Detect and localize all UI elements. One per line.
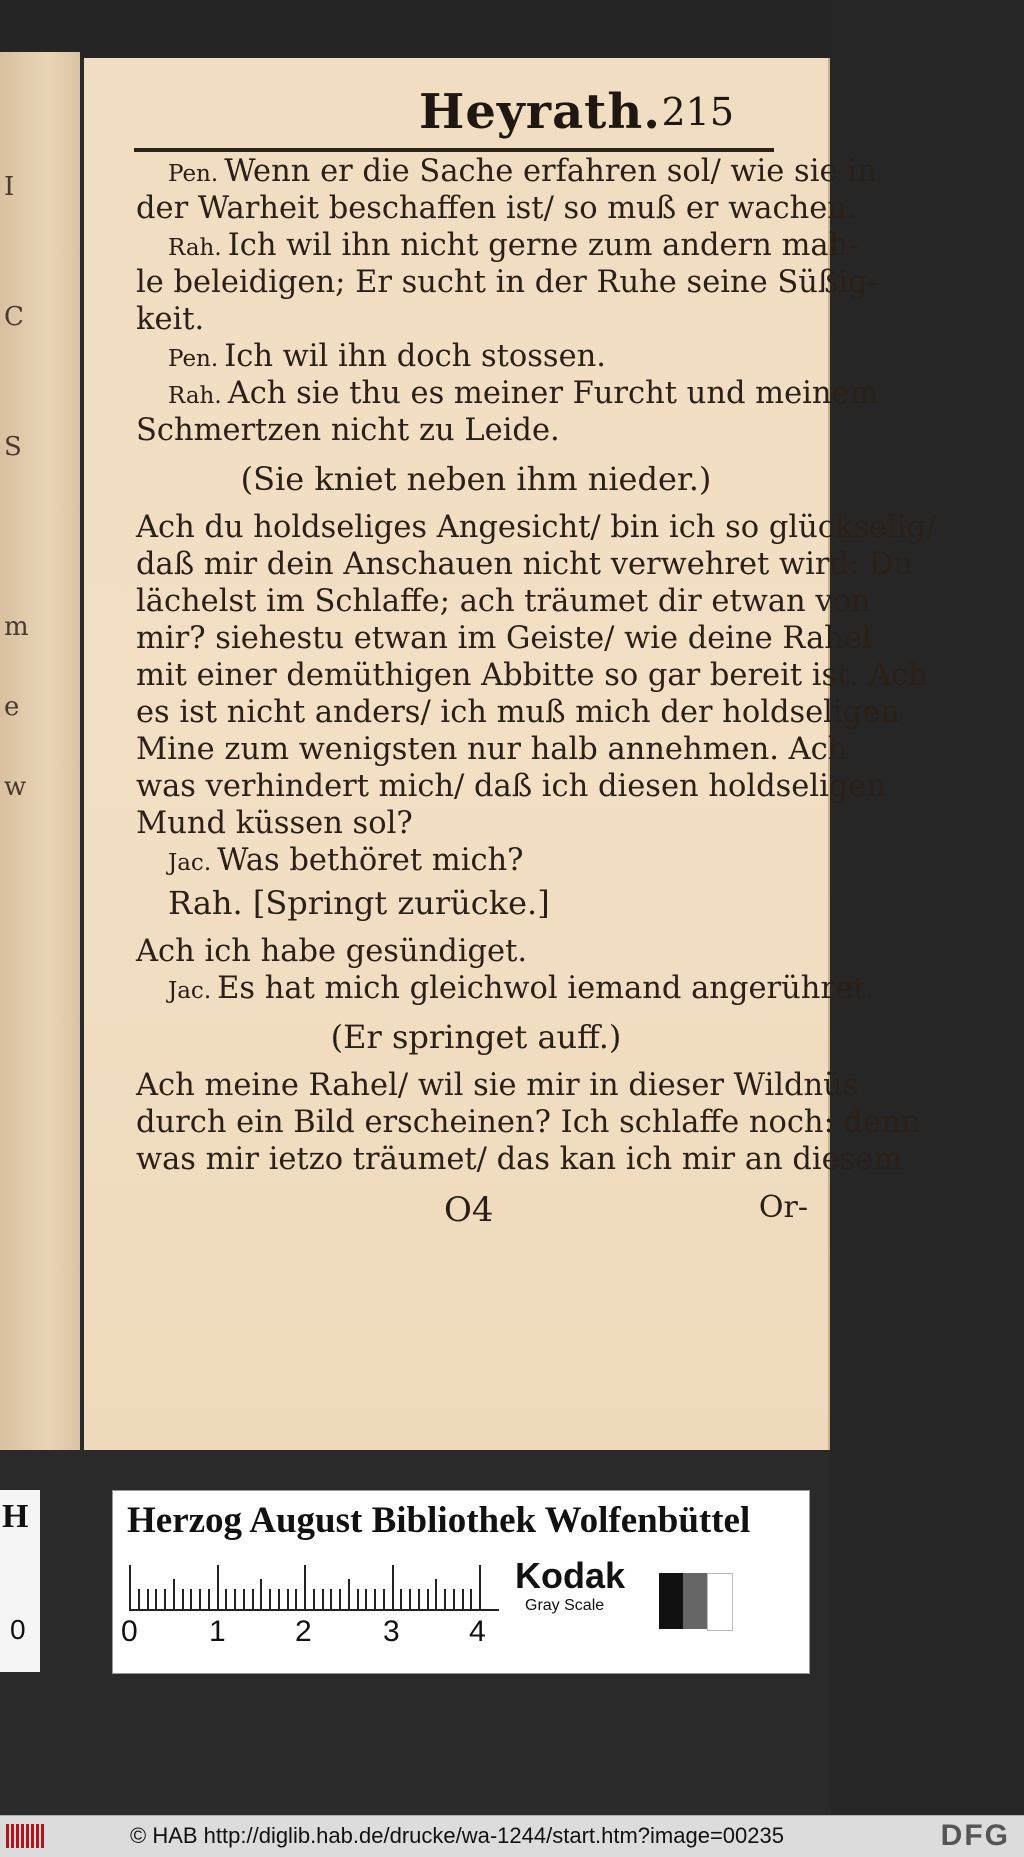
line-text: le beleidigen; Er sucht in der Ruhe seine Süßig- bbox=[136, 265, 878, 300]
speaker-label: Pen. bbox=[168, 161, 219, 187]
stage-direction: (Er springet auff.) bbox=[330, 1018, 622, 1056]
line-text: Ach du holdseliges Angesicht/ bin ich so glückselig/ bbox=[136, 510, 937, 545]
scale-number: 4 bbox=[469, 1615, 486, 1648]
scale-number: 2 bbox=[295, 1615, 312, 1648]
stage-direction: Rah. [Springt zurücke.] bbox=[168, 884, 550, 922]
library-color-target bbox=[112, 1490, 810, 1674]
ruler-tick bbox=[479, 1565, 481, 1609]
ruler-tick bbox=[243, 1589, 245, 1609]
ruler-tick bbox=[182, 1589, 184, 1609]
ruler-tick bbox=[313, 1589, 315, 1609]
ruler-tick bbox=[462, 1589, 464, 1609]
ruler-tick bbox=[199, 1589, 201, 1609]
ruler-tick bbox=[444, 1589, 446, 1609]
line-text: Ach sie thu es meiner Furcht und meinem bbox=[227, 376, 879, 411]
stage-direction: (Sie kniet neben ihm nieder.) bbox=[240, 460, 712, 498]
catchword: Or- bbox=[758, 1190, 808, 1225]
text-line bbox=[136, 970, 875, 1007]
speaker-label: Rah. bbox=[168, 235, 222, 261]
text-line bbox=[136, 1104, 921, 1141]
ruler-tick bbox=[322, 1589, 324, 1609]
adjacent-page-edge: I C S m e w bbox=[0, 52, 80, 1450]
line-text: mit einer demüthigen Abbitte so gar bereit ist. Ach bbox=[136, 658, 928, 693]
text-line bbox=[136, 657, 928, 694]
line-text: es ist nicht anders/ ich muß mich der holdseligen bbox=[136, 695, 900, 730]
ruler-tick bbox=[147, 1589, 149, 1609]
line-text: was verhindert mich/ daß ich diesen holdseligen bbox=[136, 769, 887, 804]
line-text: Ach meine Rahel/ wil sie mir in dieser Wildnüs bbox=[136, 1068, 859, 1103]
ruler-tick bbox=[470, 1589, 472, 1609]
header-rule bbox=[134, 148, 774, 152]
ruler-tick bbox=[392, 1565, 394, 1609]
ruler-tick bbox=[383, 1589, 385, 1609]
line-text: der Warheit beschaffen ist/ so muß er wachen. bbox=[136, 191, 857, 226]
ruler-tick bbox=[418, 1589, 420, 1609]
ruler-tick bbox=[190, 1589, 192, 1609]
viewer-footer bbox=[0, 1815, 1024, 1857]
ruler-tick bbox=[278, 1589, 280, 1609]
ruler-tick bbox=[217, 1565, 219, 1609]
line-text: daß mir dein Anschauen nicht verwehret wird: Du bbox=[136, 547, 914, 582]
signature-mark: O4 bbox=[444, 1190, 494, 1230]
text-line bbox=[136, 227, 859, 264]
ruler-tick bbox=[365, 1589, 367, 1609]
hab-barcode-icon bbox=[6, 1824, 46, 1848]
gray-scale-caption: Gray Scale bbox=[525, 1597, 605, 1614]
ruler-tick bbox=[427, 1589, 429, 1609]
gray-swatch-black bbox=[659, 1573, 683, 1629]
ruler-tick bbox=[252, 1589, 254, 1609]
text-line bbox=[136, 731, 848, 768]
ruler-tick bbox=[269, 1589, 271, 1609]
text-line bbox=[136, 190, 857, 227]
text-line bbox=[136, 546, 914, 583]
ruler-tick bbox=[260, 1579, 262, 1609]
gray-swatch-white bbox=[707, 1573, 733, 1631]
scale-ruler bbox=[129, 1563, 499, 1611]
speaker-label: Jac. bbox=[168, 978, 212, 1004]
line-text: Wenn er die Sache erfahren sol/ wie sie in bbox=[224, 154, 877, 189]
page-text bbox=[136, 153, 937, 1178]
text-line bbox=[136, 842, 816, 879]
ruler-tick bbox=[453, 1589, 455, 1609]
adjacent-label-edge: H 0 bbox=[0, 1490, 40, 1672]
ruler-tick bbox=[348, 1579, 350, 1609]
ruler-tick bbox=[208, 1589, 210, 1609]
gray-swatch-mid bbox=[683, 1573, 707, 1629]
ruler-tick bbox=[234, 1589, 236, 1609]
ruler-tick bbox=[164, 1589, 166, 1609]
line-text: Mund küssen sol? bbox=[136, 806, 413, 841]
ruler-tick bbox=[287, 1589, 289, 1609]
library-name: Herzog August Bibliothek Wolfenbüttel bbox=[127, 1500, 751, 1541]
page-number: 215 bbox=[661, 90, 734, 134]
line-text: lächelst im Schlaffe; ach träumet dir etwan von bbox=[136, 584, 871, 619]
text-line bbox=[136, 620, 872, 657]
speaker-label: Rah. bbox=[168, 383, 222, 409]
text-line bbox=[136, 768, 887, 805]
source-credit: © HAB http://diglib.hab.de/drucke/wa-1244/start.htm?image=00235 bbox=[130, 1823, 784, 1848]
text-line bbox=[136, 805, 816, 842]
line-text: mir? siehestu etwan im Geiste/ wie deine Rahel bbox=[136, 621, 872, 656]
text-line bbox=[136, 338, 816, 375]
text-line bbox=[136, 583, 871, 620]
text-line bbox=[136, 694, 900, 731]
ruler-tick bbox=[330, 1589, 332, 1609]
scale-number: 0 bbox=[121, 1615, 138, 1648]
kodak-logo: Kodak bbox=[515, 1555, 626, 1596]
text-line bbox=[136, 264, 878, 301]
line-text: Ich wil ihn doch stossen. bbox=[224, 339, 606, 374]
ruler-tick bbox=[435, 1579, 437, 1609]
ruler-tick bbox=[225, 1589, 227, 1609]
text-line bbox=[136, 153, 877, 190]
ruler-tick bbox=[409, 1589, 411, 1609]
line-text: Ach ich habe gesündiget. bbox=[136, 934, 528, 969]
line-text: Schmertzen nicht zu Leide. bbox=[136, 413, 560, 448]
speaker-label: Jac. bbox=[168, 850, 212, 876]
running-head: Heyrath. bbox=[419, 84, 661, 140]
text-line bbox=[136, 509, 937, 546]
text-line bbox=[136, 933, 816, 970]
line-text: Mine zum wenigsten nur halb annehmen. Ach bbox=[136, 732, 848, 767]
dfg-logo: DFG bbox=[940, 1819, 1010, 1852]
line-text: Was bethöret mich? bbox=[217, 843, 524, 878]
line-text: Es hat mich gleichwol iemand angerühret. bbox=[217, 971, 875, 1006]
book-page bbox=[84, 58, 937, 1450]
scale-number: 3 bbox=[383, 1615, 400, 1648]
text-line bbox=[136, 412, 816, 449]
line-text: Ich wil ihn nicht gerne zum andern mah- bbox=[227, 228, 859, 263]
line-text: durch ein Bild erscheinen? Ich schlaffe noch: denn bbox=[136, 1105, 921, 1140]
line-text: keit. bbox=[136, 302, 205, 337]
text-line bbox=[136, 301, 816, 338]
ruler-tick bbox=[129, 1565, 131, 1609]
ruler-tick bbox=[357, 1589, 359, 1609]
ruler-tick bbox=[138, 1589, 140, 1609]
ruler-tick bbox=[295, 1589, 297, 1609]
text-line bbox=[136, 375, 879, 412]
ruler-tick bbox=[374, 1589, 376, 1609]
speaker-label: Pen. bbox=[168, 346, 219, 372]
ruler-tick bbox=[304, 1565, 306, 1609]
scale-number: 1 bbox=[209, 1615, 226, 1648]
text-line bbox=[136, 1141, 903, 1178]
ruler-tick bbox=[173, 1579, 175, 1609]
line-text: was mir ietzo träumet/ das kan ich mir an diesem bbox=[136, 1142, 903, 1177]
ruler-tick bbox=[155, 1589, 157, 1609]
ruler-tick bbox=[339, 1589, 341, 1609]
page-header bbox=[134, 76, 774, 148]
text-line bbox=[136, 1067, 859, 1104]
ruler-tick bbox=[400, 1589, 402, 1609]
